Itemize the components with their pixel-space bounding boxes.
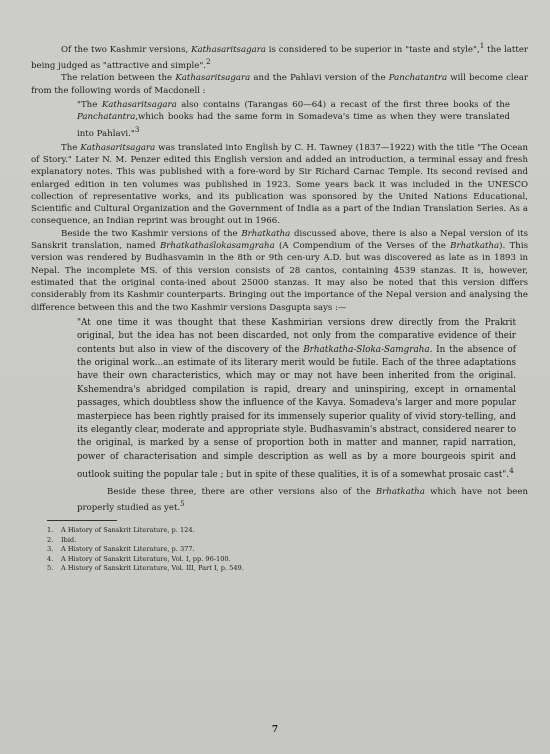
footnote-ref: 2 [206, 57, 211, 67]
footnote-text: A History of Sanskrit Literature, p. 124. [61, 526, 195, 535]
footnote-number: 3. [47, 545, 54, 554]
paragraph-nepal-version [31, 228, 528, 314]
paragraph-other-versions [77, 486, 528, 514]
footnote-text: Ibid. [61, 535, 77, 544]
footnote-ref: 1 [479, 41, 485, 50]
paragraph-relation [31, 72, 528, 97]
footnote-text: A History of Sanskrit Literature, p. 377. [61, 545, 195, 554]
footnote-ref: 5 [180, 498, 185, 508]
title-run: Brhatkatha [375, 486, 425, 497]
block-quote-macdonell [77, 99, 510, 140]
title-run: Kathasaritsagara [80, 142, 156, 153]
paragraph-kashmir-versions [31, 40, 528, 72]
title-run: Panchatantra [388, 73, 448, 84]
text-run: ). This version was rendered by Budhasvamin in the 8th or 9th cen-ury A.D. but was discovered as late as in 1893 in Nepal. The incomplete MS. of this version consists of 28 cantos, containing 4539 stanzas. It is, however, estimated that the original conta-ined about 25000 stanzas. It may also be noted that this version differs considerably from its Kashmir counterparts. Bringing out the importance of the Nepal version and analysing the difference between this and the two Kashmir versions Dasgupta says :— [31, 241, 528, 313]
paragraph-translation [31, 142, 528, 228]
title-run: Brhatkatha-Sloka-Samgraha [303, 344, 430, 355]
text-run: The [61, 142, 81, 153]
footnote-number: 2. [47, 535, 54, 544]
footnote-item [47, 526, 528, 536]
footnote-divider [47, 520, 117, 521]
text-run: Of the two Kashmir versions, [61, 44, 192, 55]
footnote-ref: 3 [134, 124, 140, 134]
title-run: Panchatantra [77, 112, 136, 123]
footnote-text: A History of Sanskrit Literature, Vol. I, pp. 96-100. [61, 554, 231, 563]
text-run: (A Compendium of the Verses of the [274, 241, 451, 252]
block-quote-dasgupta [77, 317, 516, 483]
footnote-item [47, 564, 528, 574]
footnote-number: 5. [47, 564, 54, 573]
text-run: discussed above, there is also a Nepal version of its Sanskrit translation, named [31, 228, 528, 252]
text-run: is considered to be superior in "taste and style", [265, 44, 480, 55]
page-number: 7 [271, 725, 279, 735]
title-run: Kathasaritsagara [101, 99, 177, 110]
text-run: which have not been properly studied as yet. [77, 486, 528, 513]
text-run: the latter being judged as "attractive and simple". [31, 44, 529, 72]
footnote-item [47, 536, 528, 546]
footnote-number: 1. [47, 526, 54, 535]
text-run: ,which books had the same form in Somadeva's time as when they were translated into Pahlavi." [77, 112, 510, 139]
text-run: was translated into English by C. H. Tawney (1837—1922) with the title "The Ocean of Story." Later N. M. Penzer edited this English version and added an introduction, a terminal essay and fresh explanatory notes. This was published with a fore-word by Sir Richard Carnac Temple. Its second revised and enlarged edition in ten volumes was published in 1923. Some years back it was included in the UNESCO collection of representative works, and its publication was sponsored by the United Nations Educational, Scientific and Cultural Organization and the Government of India as a part of the Indian Translation Series. As a consequence, an Indian reprint was brought out in 1966. [31, 142, 528, 227]
title-run: Brhatkathaślokasamgraha [159, 241, 275, 252]
text-run: . In the absence of the original work...an estimate of its literary merit would be futile. Each of the three adaptations have their own characteristics, which may or may not have been inherited from the original. Kshemendra's abridged compilation is rapid, dreary and uninspiring, except in ornamental passages, which doubtless show the influence of the Kavya. Somadeva's larger and more popular masterpiece has been rightly praised for its immensely superior quality of vivid story-telling, and its elegantly clear, moderate and appropriate style. Budhasvamin's abstract, considered nearer to the original, is marked by a sense of proportion both in matter and manner, rapid narration, power of characterisation and simple description as well as by a more bourgeois spirit and outlook suiting the popular tale ; but in spite of these qualities, it is of a somewhat prosaic cast". [77, 344, 516, 481]
footnote-item [47, 555, 528, 565]
title-run: Brhatkatha [241, 228, 291, 239]
title-run: Kathasaritsagara [175, 73, 251, 84]
text-run: Beside these three, there are other versions also of the [107, 486, 376, 497]
title-run: Brhatkatha [450, 241, 500, 252]
text-run: "At one time it was thought that these Kashmirian versions drew directly from the Prakrit original, but the idea has not been discarded, not only from the comparative evidence of their contents but also in view of the discovery of the [77, 317, 516, 355]
footnote-number: 4. [47, 554, 54, 563]
text-run: "The [77, 99, 102, 110]
footnotes-list [31, 526, 528, 574]
text-run: and the Pahlavi version of the [250, 73, 389, 84]
text-run: also contains (Tarangas 60—64) a recast of the first three books of the [176, 99, 510, 110]
text-run: Beside the two Kashmir versions of the [61, 228, 242, 239]
footnote-ref: 4 [509, 466, 514, 476]
footnote-text: A History of Sanskrit Literature, Vol. III, Part I, p. 549. [61, 564, 244, 573]
title-run: Kathasaritsagara [191, 44, 266, 55]
text-run: will become clear from the following words of Macdonell : [31, 73, 528, 96]
text-run: The relation between the [61, 73, 176, 84]
footnote-item [47, 545, 528, 555]
